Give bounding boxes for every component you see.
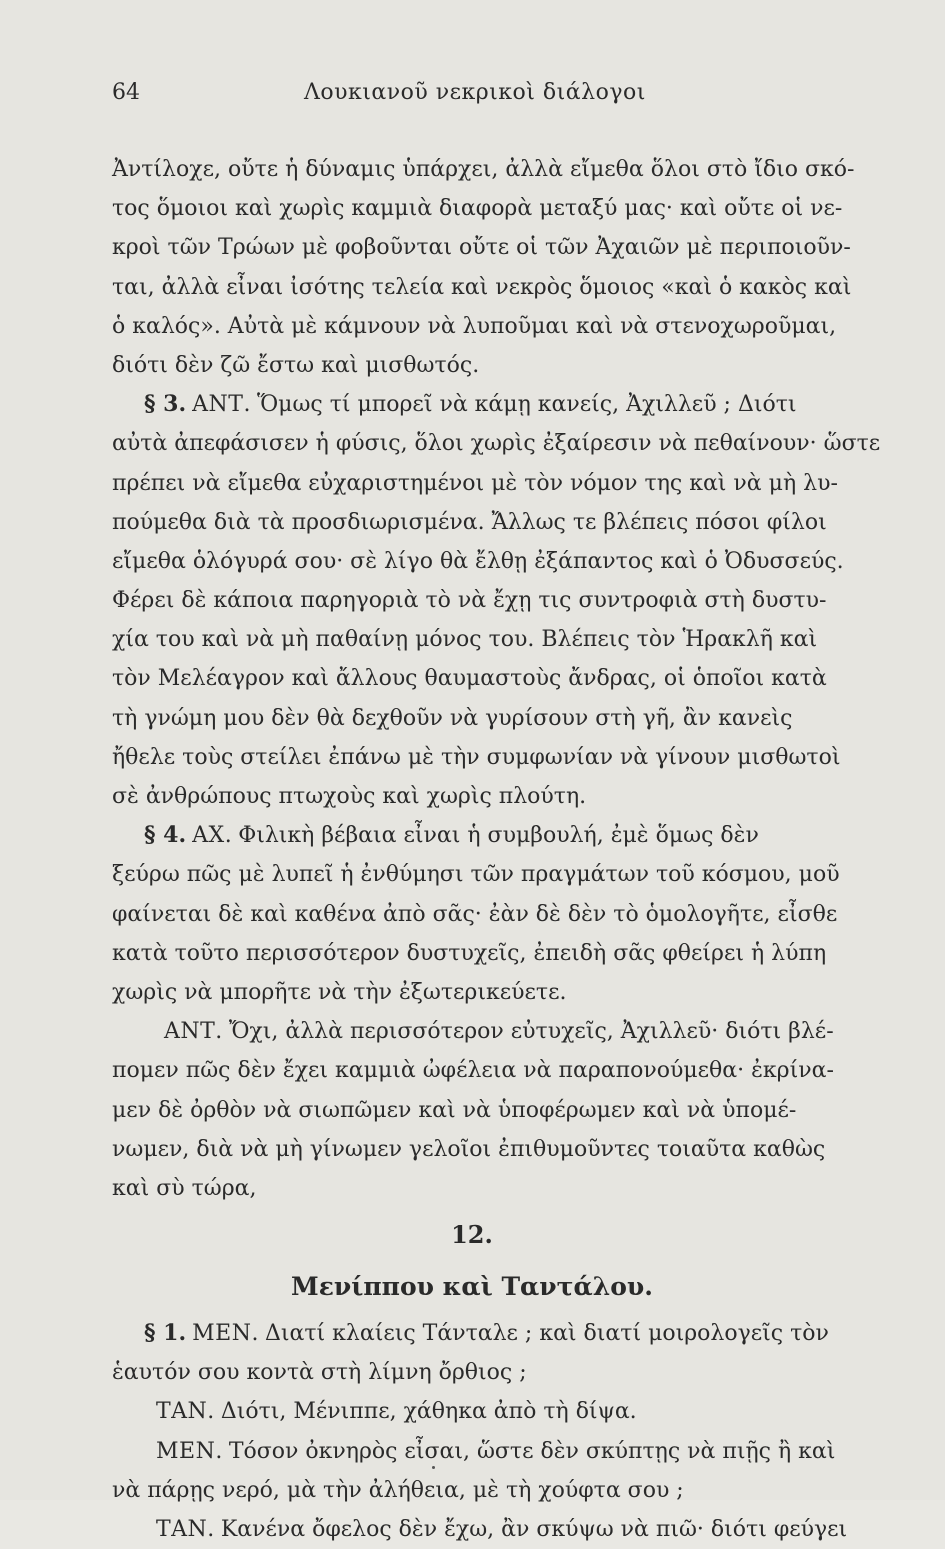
speech-text: Κανένα ὄφελος δὲν ἔχω, ἂν σκύψω νὰ πιῶ· διότι φεύγει [220,1517,848,1542]
text-line: πρέπει νὰ εἴμεθα εὐχαριστημένοι μὲ τὸν νόμον της καὶ νὰ μὴ λυ- [112,470,838,496]
text-line: Φέρει δὲ κάποια παρηγοριὰ τὸ νὰ ἔχῃ τις συντροφιὰ στὴ δυστυ- [112,588,827,614]
text-line: νωμεν, διὰ νὰ μὴ γίνωμεν γελοῖοι ἐπιθυμοῦντες τοιαῦτα καθὼς [112,1136,826,1162]
text-line: τὴ γνώμη μου δὲν θὰ δεχθοῦν νὰ γυρίσουν στὴ γῆ, ἂν κανεὶς [112,705,793,731]
section-mark: § 1. [144,1320,187,1347]
section-mark: § 4. [144,822,187,849]
dialogue-number: 12. [451,1220,493,1250]
text-line: ὁ καλός». Αὐτὰ μὲ κάμνουν νὰ λυποῦμαι καὶ νὰ στενοχωροῦμαι, [112,313,837,339]
speech-text: Διατί κλαίεις Τάνταλε ; καὶ διατί μοιρολογεῖς τὸν [264,1321,829,1347]
speaker-label: ΑΝΤ. [192,392,251,418]
dialogue-title: Μενίππου καὶ Ταντάλου. [291,1272,653,1302]
speech-text: Τόσον ὀκνηρὸς εἶσαι, ὥστε δὲν σκύπτῃς νὰ πιῇς ἢ καὶ [228,1438,836,1464]
section-4-first-line [112,816,912,855]
text-line: μεν δὲ ὀρθὸν νὰ σιωπῶμεν καὶ νὰ ὑποφέρωμεν καὶ νὰ ὑπομέ- [112,1097,797,1123]
text-line: πούμεθα διὰ τὰ προσδιωρισμένα. Ἄλλως τε βλέπεις πόσοι φίλοι [112,509,827,535]
page-number: 64 [112,80,140,105]
text-line: τος ὅμοιοι καὶ χωρὶς καμμιὰ διαφορὰ μεταξύ μας· καὶ οὔτε οἱ νε- [112,196,843,222]
section-3-first-line [112,385,912,424]
speaker-label: ΤΑΝ. [156,1517,215,1542]
text-line: χωρὶς νὰ μπορῆτε νὰ τὴν ἐξωτερικεύετε. [112,979,567,1005]
text-line: ἤθελε τοὺς στείλει ἐπάνω μὲ τὴν συμφωνίαν νὰ γίνουν μισθωτοὶ [112,744,841,770]
speech-text: Διότι, Μένιππε, χάθηκα ἀπὸ τὴ δίψα. [220,1399,637,1425]
text-line: τὸν Μελέαγρον καὶ ἄλλους θαυμαστοὺς ἄνδρας, οἱ ὁποῖοι κατὰ [112,666,827,692]
text-line: Ἀντίλοχε, οὔτε ἡ δύναμις ὑπάρχει, ἀλλὰ εἴμεθα ὅλοι στὸ ἴδιο σκό- [112,157,855,182]
text-line: καὶ σὺ τώρα, [112,1175,257,1201]
text-line: ξεύρω πῶς μὲ λυπεῖ ἡ ἐνθύμησι τῶν πραγμάτων τοῦ κόσμου, μοῦ [112,862,840,888]
tan-line-1 [112,1392,912,1431]
text-line: αὐτὰ ἀπεφάσισεν ἡ φύσις, ὅλοι χωρὶς ἐξαίρεσιν νὰ πεθαίνουν· ὥστε [112,431,881,457]
print-speck [432,1466,435,1469]
speech-text: Φιλικὴ βέβαια εἶναι ἡ συμβουλή, ἐμὲ ὅμως δὲν [238,823,759,849]
speech-text: Ὅμως τί μπορεῖ νὰ κάμῃ κανείς, Ἀχιλλεῦ ; Διότι [256,392,797,418]
text-line: κατὰ τοῦτο περισσότερον δυστυχεῖς, ἐπειδὴ σᾶς φθείρει ἡ λύπη [112,940,827,966]
speaker-label: ΜΕΝ. [156,1438,223,1464]
text-line: πομεν πῶς δὲν ἔχει καμμιὰ ὠφέλεια νὰ παραπονούμεθα· ἐκρίνα- [112,1058,834,1084]
text-line: ται, ἀλλὰ εἶναι ἰσότης τελεία καὶ νεκρὸς ὅμοιος «καὶ ὁ κακὸς καὶ [112,274,852,300]
text-line: σὲ ἀνθρώπους πτωχοὺς καὶ χωρὶς πλούτη. [112,784,587,809]
text-line: κροὶ τῶν Τρώων μὲ φοβοῦνται οὔτε οἱ τῶν Ἀχαιῶν μὲ περιποιοῦν- [112,235,851,261]
tan-line-2 [112,1510,912,1549]
running-title: Λουκιανοῦ νεκρικοὶ διάλογοι [304,80,646,105]
speaker-label: ΑΝΤ. [164,1019,223,1045]
speaker-label: ΑΧ. [192,823,233,849]
text-line: χία του καὶ νὰ μὴ παθαίνῃ μόνος του. Βλέπεις τὸν Ἡρακλῆ καὶ [112,627,818,653]
speaker-label: ΤΑΝ. [156,1399,215,1425]
men-line-2 [112,1432,912,1471]
page-body [112,150,912,1549]
section-mark: § 3. [144,391,187,418]
text-line: νὰ πάρῃς νερό, μὰ τὴν ἀλήθεια, μὲ τὴ χούφτα σου ; [112,1477,684,1503]
text-line: ἑαυτόν σου κοντὰ στὴ λίμνη ὄρθιος ; [112,1360,527,1386]
section-1-first-line [112,1314,912,1353]
text-line: εἴμεθα ὁλόγυρά σου· σὲ λίγο θὰ ἔλθῃ ἐξάπαντος καὶ ὁ Ὀδυσσεύς. [112,548,844,574]
speech-text: Ὄχι, ἀλλὰ περισσότερον εὐτυχεῖς, Ἀχιλλεῦ· διότι βλέ- [228,1019,834,1045]
text-line: διότι δὲν ζῶ ἔστω καὶ μισθωτός. [112,352,480,378]
speaker-label: ΜΕΝ. [192,1321,259,1347]
ant-reply-first-line [112,1012,912,1051]
text-line: φαίνεται δὲ καὶ καθένα ἀπὸ σᾶς· ἐὰν δὲ δὲν τὸ ὁμολογῆτε, εἶσθε [112,901,838,927]
